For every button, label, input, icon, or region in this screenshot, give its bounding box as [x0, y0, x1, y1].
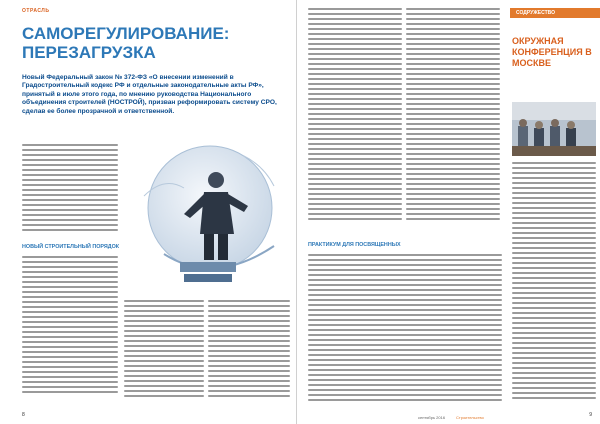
article-lead: Новый Федеральный закон № 372-ФЗ «О внесении изменений в Градостроительный кодекс РФ и отдельные законодательные акты РФ», принятый в июле этого года, по мнению руководства Национального объединения строителей (НОСТРОЙ), призван реформировать систему СРО, сделав ее более прозрачной и ответственной. — [22, 74, 277, 115]
sidebar-text — [512, 162, 596, 412]
article-illustration — [124, 136, 288, 296]
footer-magazine: Строительство — [456, 415, 484, 420]
subheading-new-order: НОВЫЙ СТРОИТЕЛЬНЫЙ ПОРЯДОК — [22, 244, 120, 250]
conference-photo-image — [512, 102, 596, 156]
conference-photo — [512, 102, 596, 156]
body-text-column — [406, 8, 500, 230]
page-number: 8 — [22, 412, 25, 418]
subheading-practicum: ПРАКТИКУМ ДЛЯ ПОСВЯЩЕННЫХ — [308, 242, 401, 248]
sidebar-title: ОКРУЖНАЯ КОНФЕРЕНЦИЯ В МОСКВЕ — [512, 36, 592, 68]
body-text-column — [308, 254, 502, 408]
page-number: 9 — [589, 412, 592, 418]
body-text-column — [124, 300, 204, 406]
footer-date: сентябрь 2016 — [418, 415, 446, 420]
body-text-column — [22, 256, 118, 406]
left-page — [0, 0, 297, 424]
section-label: ОТРАСЛЬ — [22, 8, 50, 14]
body-text-column — [308, 8, 402, 230]
body-text-column — [208, 300, 290, 406]
lightbulb-illustration — [124, 136, 288, 296]
sidebar-header: СОДРУЖЕСТВО — [510, 8, 600, 18]
article-title: САМОРЕГУЛИРОВАНИЕ: ПЕРЕЗАГРУЗКА — [22, 24, 230, 62]
body-text-column — [22, 144, 118, 236]
